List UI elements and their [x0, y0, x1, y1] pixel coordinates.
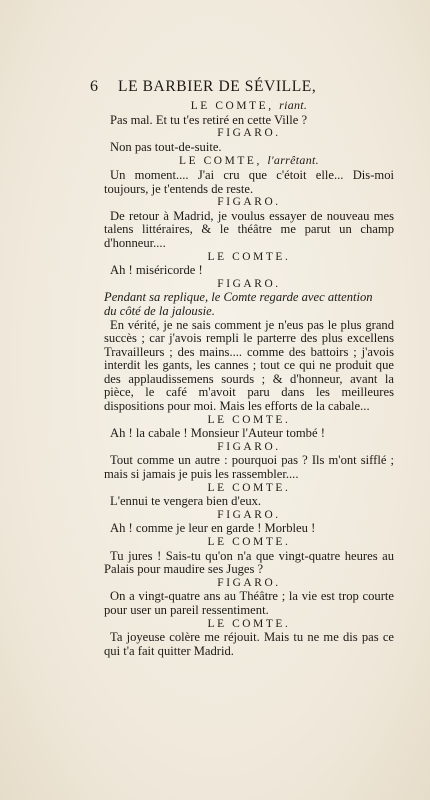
stage-direction: l'arrêtant. [267, 153, 319, 168]
dialogue-line: Ah ! miséricorde ! [110, 263, 203, 278]
play-text [104, 99, 394, 658]
speaker-heading [104, 618, 394, 632]
speaker-name: FIGARO. [217, 576, 281, 589]
speaker-heading: LE COMTE, l'arrêtant. [179, 153, 319, 168]
speaker-name: LE COMTE. [207, 481, 291, 494]
speaker-heading [104, 536, 394, 550]
stage-direction-line: Pendant sa replique, le Comte regarde avec attention [104, 290, 373, 305]
stage-direction [104, 291, 394, 318]
speaker-name: FIGARO. [217, 127, 281, 140]
speaker-heading [104, 441, 394, 455]
dialogue-line: Pas mal. Et tu t'es retiré en cette Ville ? [110, 112, 308, 127]
dialogue-line: Tu jures ! Sais-tu qu'on n'a que vingt-quatre heures au Palais pour maudire ses Juges ? [104, 548, 394, 577]
speaker-heading [104, 577, 394, 591]
dialogue-line: En vérité, je ne sais comment je n'eus pas le plus grand succès ; car j'avois rempli le parterre des plus excellens Travailleurs ; des mains.... comme des battoirs ; j'avois interdit les gants, les cannes ; tout ce qui ne produit que des applaudissemens sourds ; & d'honneur, avant la pièce, le café m'avoit paru dans les meilleures dispositions pour moi. Mais les efforts de la cabale... [104, 317, 394, 414]
speaker-heading [104, 482, 394, 496]
speaker-heading [104, 196, 394, 210]
dialogue-line: Un moment.... J'ai cru que c'étoit elle... Dis-moi toujours, je t'entends de reste. [104, 167, 394, 196]
speaker-name: LE COMTE. [207, 413, 291, 426]
running-head: LE BARBIER DE SÉVILLE, [118, 78, 317, 95]
page-header [90, 78, 380, 96]
speaker-heading [104, 509, 394, 523]
speaker-heading [104, 127, 394, 141]
speaker-name: FIGARO. [217, 508, 281, 521]
speaker-name: LE COMTE. [207, 617, 291, 630]
dialogue-line: Ah ! la cabale ! Monsieur l'Auteur tombé ! [110, 426, 325, 441]
dialogue-line: L'ennui te vengera bien d'eux. [110, 494, 262, 509]
dialogue-line: Ta joyeuse colère me réjouit. Mais tu ne me dis pas ce qui t'a fait quitter Madrid. [104, 630, 394, 658]
dialogue-line: Tout comme un autre : pourquoi pas ? Ils m'ont sifflé ; mais si jamais je puis les rassembler.... [104, 453, 394, 482]
dialogue-line: Ah ! comme je leur en garde ! Morbleu ! [110, 521, 316, 536]
stage-direction-line: du côté de la jalousie. [104, 303, 215, 318]
speaker-heading [104, 251, 394, 265]
speaker-name: FIGARO. [217, 440, 281, 453]
speaker-name: LE COMTE. [207, 250, 291, 263]
speaker-name: LE COMTE [190, 100, 269, 112]
speaker-name: LE COMTE. [207, 536, 291, 548]
speaker-name: LE COMTE [179, 155, 257, 168]
dialogue-line: De retour à Madrid, je voulus essayer de nouveau mes talens littéraires, & le théâtre me parut un champ d'honneur.... [104, 208, 394, 250]
speaker-heading [104, 278, 394, 292]
dialogue-line: Non pas tout-de-suite. [110, 139, 222, 154]
speaker-heading: LE COMTE, riant. [190, 98, 308, 112]
speaker-name: FIGARO. [217, 277, 281, 290]
stage-direction: riant. [279, 98, 308, 112]
page-number: 6 [90, 78, 99, 95]
speaker-heading [104, 414, 394, 428]
dialogue-line: On a vingt-quatre ans au Théâtre ; la vie est trop courte pour user un pareil ressentiment. [104, 589, 394, 617]
speaker-name: FIGARO. [217, 196, 281, 209]
